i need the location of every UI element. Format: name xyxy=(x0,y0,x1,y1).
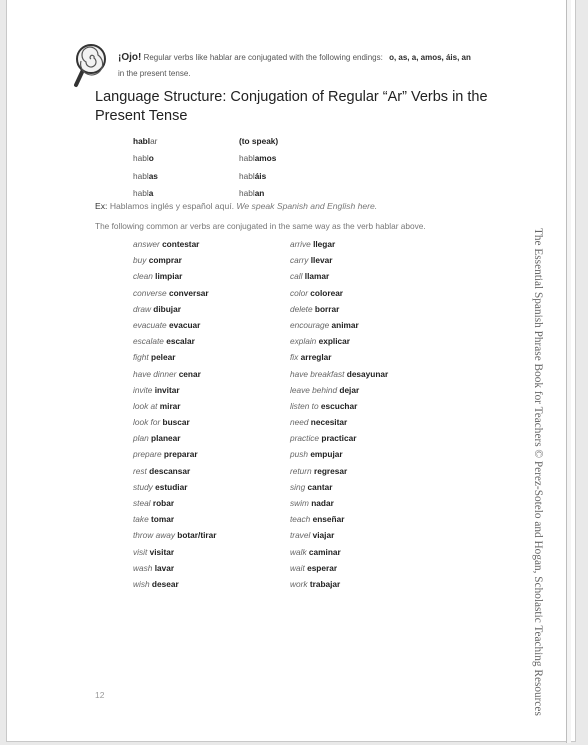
verb-item xyxy=(290,511,450,527)
verb-item xyxy=(133,544,290,560)
conjugation-stem: habl xyxy=(239,170,255,181)
verbs-intro: The following common ar verbs are conjugated in the same way as the verb hablar above. xyxy=(95,221,426,231)
verb-spanish: dibujar xyxy=(153,303,181,314)
verb-item xyxy=(133,333,290,349)
verb-spanish: evacuar xyxy=(169,319,201,330)
verb-english: practice xyxy=(290,433,320,444)
verb-item xyxy=(290,366,450,382)
conjugation-ending: (to speak) xyxy=(239,136,279,146)
conjugation-cell xyxy=(133,185,239,202)
conjugation-cell xyxy=(239,185,389,202)
verb-item xyxy=(290,463,450,479)
page-edge xyxy=(566,0,571,743)
verb-spanish: robar xyxy=(152,498,175,508)
verb-item xyxy=(290,527,450,543)
verb-item xyxy=(133,430,290,446)
verb-item xyxy=(290,430,450,446)
verb-item xyxy=(133,366,290,382)
magnifying-glass-icon xyxy=(71,42,109,88)
verb-item xyxy=(290,285,450,301)
verb-item xyxy=(290,446,450,462)
verb-item xyxy=(290,414,450,430)
conjugation-stem: habl xyxy=(133,136,151,146)
verb-spanish: contestar xyxy=(162,239,200,249)
verb-spanish: estudiar xyxy=(155,481,188,492)
verb-spanish: invitar xyxy=(154,384,180,395)
verb-spanish: desear xyxy=(151,578,179,589)
verb-spanish: limpiar xyxy=(155,271,183,282)
verb-english: clean xyxy=(133,271,153,282)
verb-english: take xyxy=(133,514,149,525)
verb-english: answer xyxy=(133,239,160,249)
verb-item xyxy=(133,382,290,398)
ojo-text: Regular verbs like hablar are conjugated with the following endings: xyxy=(143,53,383,62)
verb-item xyxy=(133,446,290,462)
verb-item xyxy=(133,576,290,592)
verb-english: wait xyxy=(290,562,305,573)
verb-english: look for xyxy=(133,417,161,428)
example-sentence xyxy=(95,201,515,211)
verb-english: explain xyxy=(290,336,317,347)
verb-item xyxy=(290,544,450,560)
conjugation-table xyxy=(133,133,389,202)
verb-english: fight xyxy=(133,352,149,363)
verb-item xyxy=(290,560,450,576)
conjugation-ending: an xyxy=(254,187,265,198)
verb-english: call xyxy=(290,271,303,282)
ojo-note xyxy=(118,50,508,82)
verb-item xyxy=(133,479,290,495)
verb-spanish: lavar xyxy=(154,562,175,573)
verb-spanish: colorear xyxy=(310,287,344,298)
conjugation-ending: amos xyxy=(254,153,277,164)
verb-item xyxy=(290,268,450,284)
verb-spanish: cantar xyxy=(307,481,333,492)
verb-list xyxy=(133,236,450,592)
verb-spanish: trabajar xyxy=(309,578,341,589)
verb-item xyxy=(290,301,450,317)
verb-spanish: viajar xyxy=(312,530,335,541)
verb-english: escalate xyxy=(133,336,164,347)
verb-english: need xyxy=(290,417,309,428)
verb-english: return xyxy=(290,465,312,476)
verb-spanish: explicar xyxy=(318,336,350,347)
verb-english: evacuate xyxy=(133,319,167,330)
page-number: 12 xyxy=(95,690,105,700)
example-spanish: Hablamos inglés y español aquí. xyxy=(109,201,235,211)
document-page xyxy=(6,0,576,742)
verb-spanish: preparar xyxy=(163,449,198,460)
conjugation-stem: habl xyxy=(239,187,255,198)
ojo-label: ¡Ojo! xyxy=(118,52,142,63)
verb-spanish: pelear xyxy=(151,352,176,363)
verb-english: work xyxy=(290,578,308,589)
verb-item xyxy=(133,349,290,365)
verb-spanish: tomar xyxy=(151,514,175,525)
verb-item xyxy=(133,463,290,479)
conjugation-ending: ar xyxy=(150,136,158,146)
verb-english: encourage xyxy=(290,319,330,330)
verb-spanish: visitar xyxy=(149,546,175,557)
ojo-endings: o, as, a, amos, áis, an xyxy=(389,53,471,62)
example-english: We speak Spanish and English here. xyxy=(236,201,378,211)
verb-item xyxy=(133,398,290,414)
verb-spanish: comprar xyxy=(148,255,182,266)
verb-spanish: caminar xyxy=(308,546,341,557)
verb-spanish: dejar xyxy=(339,384,360,395)
verb-spanish: regresar xyxy=(314,465,348,476)
verb-item xyxy=(133,495,290,511)
verb-english: draw xyxy=(133,303,151,314)
verb-item xyxy=(290,317,450,333)
verb-english: have dinner xyxy=(133,368,177,379)
verb-item xyxy=(290,479,450,495)
verb-item xyxy=(133,527,290,543)
verb-spanish: botar/tirar xyxy=(177,530,217,541)
verb-english: study xyxy=(133,481,153,492)
verb-english: rest xyxy=(133,465,147,476)
section-title: Language Structure: Conjugation of Regular “Ar” Verbs in the Present Tense xyxy=(95,89,488,124)
verb-item xyxy=(133,268,290,284)
verb-english: buy xyxy=(133,255,147,266)
verb-english: fix xyxy=(290,352,299,363)
verb-english: delete xyxy=(290,303,313,314)
verb-spanish: desayunar xyxy=(346,368,389,379)
verb-spanish: necesitar xyxy=(310,417,348,428)
verb-item xyxy=(133,511,290,527)
conjugation-ending: as xyxy=(148,170,158,181)
verb-english: carry xyxy=(290,255,309,266)
conjugation-cell xyxy=(239,150,389,167)
verb-english: have breakfast xyxy=(290,368,345,379)
verb-spanish: llamar xyxy=(304,271,330,282)
verb-spanish: arreglar xyxy=(300,352,332,363)
verb-item xyxy=(133,414,290,430)
verb-spanish: mirar xyxy=(159,400,181,411)
verb-spanish: conversar xyxy=(168,287,209,298)
verb-spanish: animar xyxy=(331,319,359,330)
verb-spanish: descansar xyxy=(149,465,191,476)
verb-english: leave behind xyxy=(290,384,338,395)
conjugation-cell xyxy=(133,150,239,167)
verb-spanish: escuchar xyxy=(320,400,358,411)
conjugation-stem: habl xyxy=(239,153,255,164)
ojo-text-2: in the present tense. xyxy=(118,69,191,78)
verb-spanish: buscar xyxy=(162,417,190,428)
conjugation-stem: habl xyxy=(133,187,149,198)
verb-item xyxy=(290,349,450,365)
verb-spanish: esperar xyxy=(307,562,338,573)
verb-spanish: nadar xyxy=(311,498,334,508)
verb-english: push xyxy=(290,449,308,460)
verb-english: travel xyxy=(290,530,311,541)
verb-english: throw away xyxy=(133,530,175,541)
verb-english: wish xyxy=(133,578,150,589)
conjugation-stem: habl xyxy=(133,170,149,181)
verb-english: teach xyxy=(290,514,311,525)
conjugation-cell xyxy=(239,133,389,150)
verb-english: walk xyxy=(290,546,307,557)
example-label: Ex: xyxy=(95,201,108,211)
verb-spanish: planear xyxy=(151,433,181,444)
verb-english: prepare xyxy=(133,449,162,460)
verb-item xyxy=(133,285,290,301)
verb-english: swim xyxy=(290,498,309,508)
verb-item xyxy=(290,382,450,398)
verb-item xyxy=(133,301,290,317)
verb-english: steal xyxy=(133,498,151,508)
verb-english: look at xyxy=(133,400,158,411)
verb-spanish: enseñar xyxy=(312,514,345,525)
side-credit: The Essential Spanish Phrase Book for Teachers © Perez-Sotelo and Hogan, Scholastic Teaching Resources xyxy=(532,228,544,716)
verb-item xyxy=(290,333,450,349)
conjugation-ending: o xyxy=(148,153,154,164)
verb-spanish: escalar xyxy=(166,336,195,347)
conjugation-stem: habl xyxy=(133,153,149,164)
verb-spanish: empujar xyxy=(310,449,343,460)
verb-spanish: llevar xyxy=(310,255,333,266)
verb-english: color xyxy=(290,287,308,298)
verb-english: converse xyxy=(133,287,167,298)
verb-english: wash xyxy=(133,562,153,573)
verb-english: invite xyxy=(133,384,153,395)
conjugation-cell xyxy=(133,168,239,185)
conjugation-cell xyxy=(133,133,239,150)
verb-item xyxy=(290,236,450,252)
verb-item xyxy=(290,252,450,268)
verb-english: listen to xyxy=(290,400,319,411)
verb-item xyxy=(133,560,290,576)
conjugation-ending: a xyxy=(148,187,154,198)
verb-item xyxy=(133,317,290,333)
verb-item xyxy=(290,576,450,592)
verb-english: plan xyxy=(133,433,149,444)
verb-english: arrive xyxy=(290,239,311,249)
verb-spanish: llegar xyxy=(313,239,336,249)
conjugation-ending: áis xyxy=(254,170,267,181)
conjugation-cell xyxy=(239,168,389,185)
verb-spanish: practicar xyxy=(321,433,357,444)
verb-english: visit xyxy=(133,546,148,557)
verb-spanish: borrar xyxy=(314,303,340,314)
verb-item xyxy=(133,236,290,252)
verb-spanish: cenar xyxy=(178,368,201,379)
verb-item xyxy=(133,252,290,268)
verb-english: sing xyxy=(290,481,306,492)
verb-item xyxy=(290,398,450,414)
verb-item xyxy=(290,495,450,511)
